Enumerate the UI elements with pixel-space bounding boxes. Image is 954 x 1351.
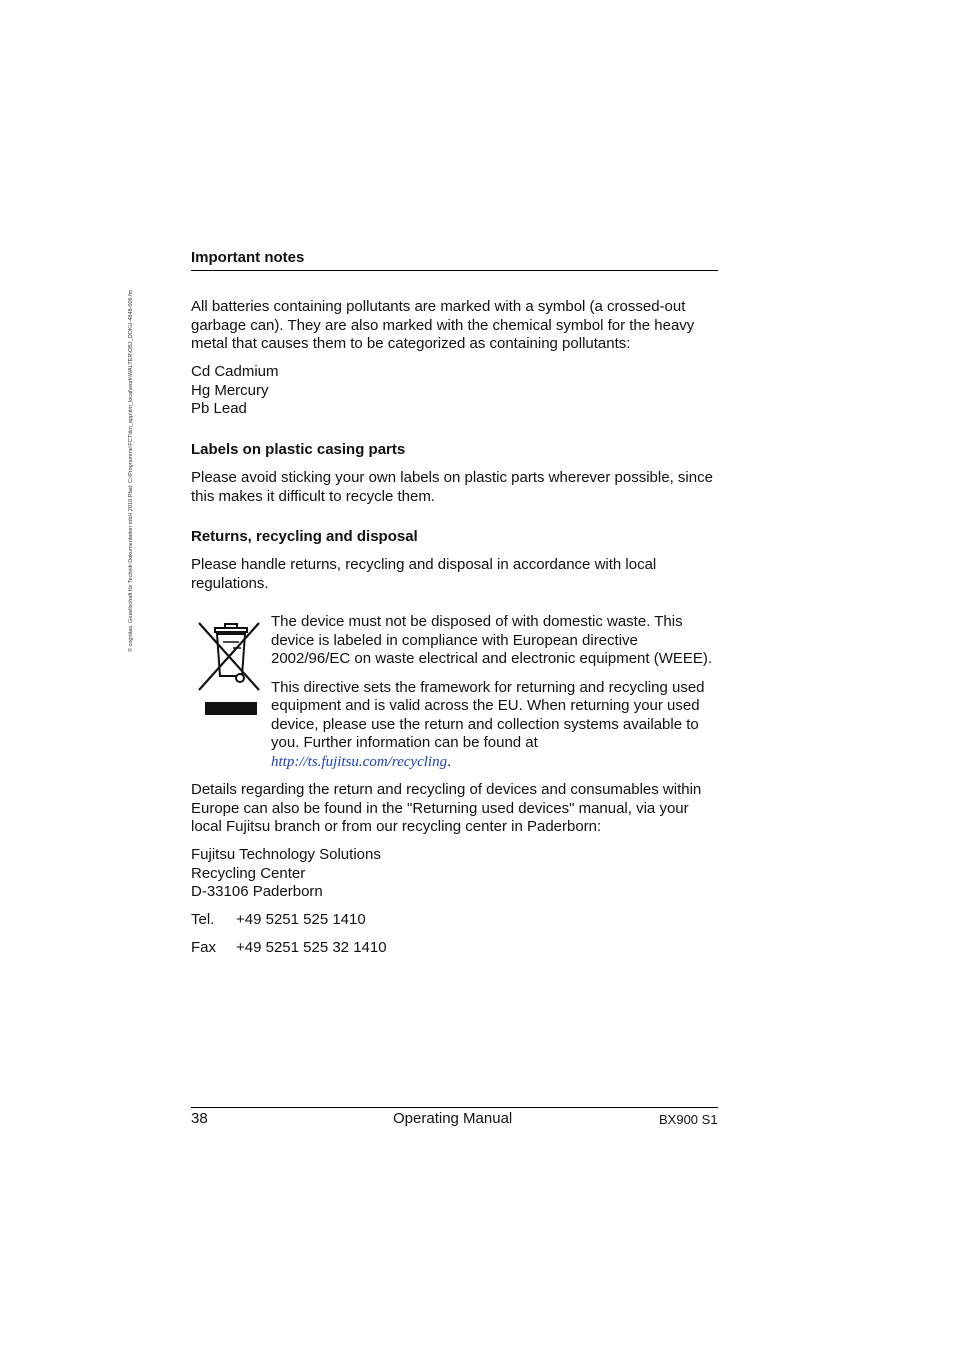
tel-label: Tel. xyxy=(191,911,215,928)
weee-notice xyxy=(271,613,721,771)
list-item: Cd Cadmium xyxy=(191,363,279,380)
fax-row xyxy=(191,939,387,956)
tel-value: +49 5251 525 1410 xyxy=(236,911,366,928)
link-suffix: . xyxy=(447,752,452,770)
address-line: Fujitsu Technology Solutions xyxy=(191,846,381,863)
address-line: Recycling Center xyxy=(191,864,306,882)
recycling-address xyxy=(191,846,718,902)
list-item: Pb Lead xyxy=(191,400,247,417)
weee-paragraph-1: The device must not be disposed of with domestic waste. This device is labeled in compliance with European directive 2002/96/EC on waste electrical and electronic equipment (WEEE). xyxy=(271,613,713,667)
details-section xyxy=(191,781,718,837)
pollutant-list xyxy=(191,363,718,419)
details-text: Details regarding the return and recycling of devices and consumables within Europe can also be found in the "Returning used devices" manual, via your local Fujitsu branch or from our recycling center in Paderborn: xyxy=(191,781,702,835)
address-line: D-33106 Paderborn xyxy=(191,883,323,900)
side-note-text: © cognitas. Gesellschaft für Technik-Dokumentation mbH 2010 Pfad: C:\Programme\FCT\tim_app\tim_local\work\WALTER\OBJ_DOKU-4848-006.fm xyxy=(128,289,134,652)
batteries-intro: All batteries containing pollutants are marked with a symbol (a crossed-out garbage can). They are also marked with the chemical symbol for the heavy metal that causes them to be categorized as containing pollutants: xyxy=(191,298,695,352)
batteries-section xyxy=(191,298,718,354)
labels-heading: Labels on plastic casing parts xyxy=(191,441,406,458)
side-note xyxy=(127,242,137,652)
tel-row xyxy=(191,911,366,928)
list-item: Hg Mercury xyxy=(191,381,269,399)
returns-section xyxy=(191,528,718,593)
header-rule xyxy=(191,270,718,271)
footer-rule xyxy=(191,1107,718,1108)
returns-text: Please handle returns, recycling and disposal in accordance with local regulations. xyxy=(191,556,657,592)
fax-value: +49 5251 525 32 1410 xyxy=(236,939,387,956)
labels-section xyxy=(191,441,718,506)
manual-title: Operating Manual xyxy=(393,1110,513,1127)
product-name: BX900 S1 xyxy=(659,1112,718,1127)
recycling-link[interactable]: http://ts.fujitsu.com/recycling xyxy=(271,753,448,770)
page-number: 38 xyxy=(191,1110,208,1127)
weee-paragraph-2: This directive sets the framework for returning and recycling used equipment and is valid across the EU. When returning your used device, please use the return and collection systems available to you. Further information can be found at xyxy=(271,678,705,751)
labels-text: Please avoid sticking your own labels on plastic parts wherever possible, since this makes it difficult to recycle them. xyxy=(191,469,713,505)
returns-heading: Returns, recycling and disposal xyxy=(191,528,418,545)
page-header-title: Important notes xyxy=(191,249,305,266)
fax-label: Fax xyxy=(191,939,217,956)
crossed-out-wheelie-bin-icon xyxy=(197,620,265,718)
